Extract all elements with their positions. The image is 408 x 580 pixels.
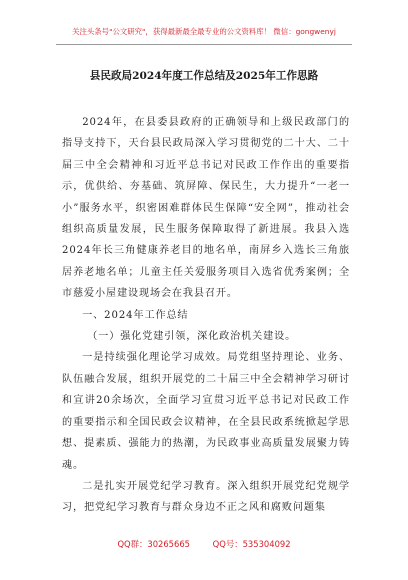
- header-divider: [56, 44, 352, 45]
- document-title: 县民政局2024年度工作总结及2025年工作思路: [89, 70, 319, 82]
- body-paragraph-theory: 一是持续强化理论学习成效。局党组坚持理论、业务、队伍融合发展，组织开展党的二十届三中全会精神学习研讨和宣讲20余场次，全面学习宣贯习近平总书记对民政工作的重要指示和全国民政会议精神，在全县民政系统掀起学思想、提素质、强能力的热潮，为民政事业高质量发展聚力铸魂。: [62, 352, 350, 471]
- section-heading: 一、2024年工作总结: [82, 309, 189, 321]
- footer-qq: QQ号：535304092: [212, 539, 291, 549]
- header-note: 关注头条号"公文研究"，获得最新最全最专业的公文资料库！ 微信：gongwenyj: [72, 27, 336, 36]
- subsection-heading: （一）强化党建引领，深化政治机关建设。: [87, 331, 297, 343]
- body-paragraph-discipline: 二是扎实开展党纪学习教育。深入组织开展党纪党规学习，把党纪学习教育与群众身边不正之风和腐败问题集: [62, 480, 350, 514]
- document-body: [62, 112, 350, 519]
- footer-qq-group: QQ群：30265665: [117, 539, 190, 549]
- footer-contact: [0, 538, 408, 550]
- body-paragraph-intro: 2024年，在县委县政府的正确领导和上级民政部门的指导支持下，天台县民政局深入学习贯彻党的二十大、二十届三中全会精神和习近平总书记对民政工作作出的重要指示，优供给、夯基础、筑屏障、保民生，大力提升“一老一小”服务水平，织密困难群体民生保障“安全网”，推动社会组织高质量发展，民生服务保障取得了新进展。我县入选2024年长三角健康养老目的地名单，南屏乡入选长三角旅居养老地名单；儿童主任关爱服务项目入选省优秀案例；全市慈爱小屋建设现场会在我县召开。: [62, 117, 350, 300]
